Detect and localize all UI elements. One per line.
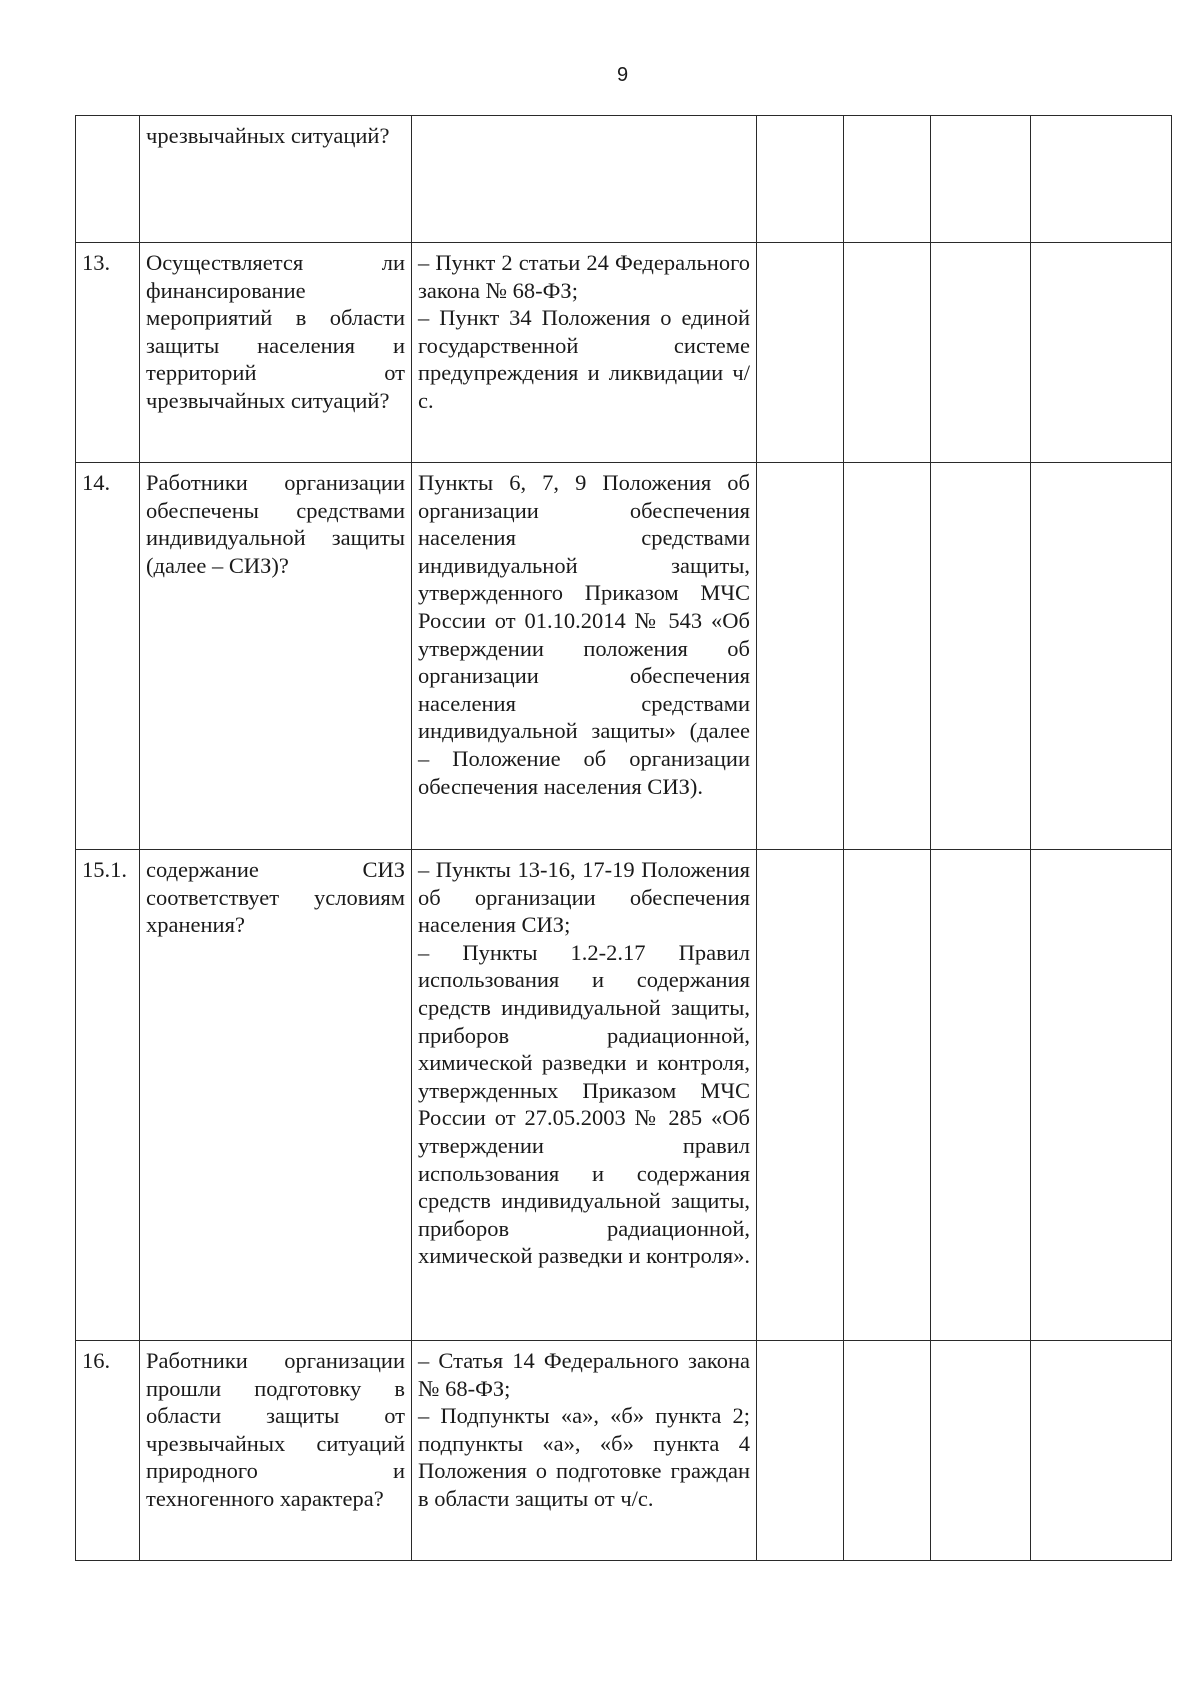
note-cell (1031, 1341, 1172, 1561)
answer-na-cell (931, 116, 1031, 243)
row-number: 15.1. (76, 850, 140, 1341)
reference-line: – Пункты 13-16, 17-19 Положения об организации обеспечения населения СИЗ; (418, 857, 750, 938)
answer-no-cell (844, 850, 931, 1341)
reference-line: – Подпункты «а», «б» пункта 2; подпункты «а», «б» пункта 4 Положения о подготовке граждан в области защиты от ч/с. (418, 1403, 750, 1511)
answer-na-cell (931, 1341, 1031, 1561)
note-cell (1031, 116, 1172, 243)
note-cell (1031, 850, 1172, 1341)
answer-no-cell (844, 116, 931, 243)
table-row (76, 850, 1172, 1341)
question-cell: Работники организации прошли подготовку в области защиты от чрезвычайных ситуаций природного и техногенного характера? (140, 1341, 412, 1561)
row-number: 14. (76, 463, 140, 850)
question-cell: Работники организации обеспечены средствами индивидуальной защиты (далее – СИЗ)? (140, 463, 412, 850)
checklist-table (75, 115, 1172, 1561)
answer-na-cell (931, 243, 1031, 463)
table-row (76, 1341, 1172, 1561)
row-number (76, 116, 140, 243)
answer-na-cell (931, 850, 1031, 1341)
answer-no-cell (844, 243, 931, 463)
answer-yes-cell (757, 243, 844, 463)
page-number: 9 (616, 64, 629, 86)
reference-line: Пункты 6, 7, 9 Положения об организации обеспечения населения средствами индивидуальной защиты, утвержденного Приказом МЧС России от 01.10.2014 № 543 «Об утверждении положения об организации обеспечения населения средствами индивидуальной защиты» (далее – Положение об организации обеспечения населения СИЗ). (418, 470, 750, 799)
table-row (76, 243, 1172, 463)
reference-cell (412, 243, 757, 463)
answer-yes-cell (757, 850, 844, 1341)
reference-line: – Пункт 2 статьи 24 Федерального закона № 68-ФЗ; (418, 250, 750, 303)
answer-no-cell (844, 1341, 931, 1561)
reference-cell (412, 1341, 757, 1561)
table-row (76, 116, 1172, 243)
reference-line: – Статья 14 Федерального закона № 68-ФЗ; (418, 1348, 750, 1401)
question-cell: содержание СИЗ соответствует условиям хранения? (140, 850, 412, 1341)
reference-line: – Пункты 1.2-2.17 Правил использования и содержания средств индивидуальной защиты, приборов радиационной, химической разведки и контроля, утвержденных Приказом МЧС России от 27.05.2003 № 285 «Об утверждении правил использования и содержания средств индивидуальной защиты, приборов радиационной, химической разведки и контроля». (418, 939, 750, 1269)
answer-yes-cell (757, 463, 844, 850)
answer-yes-cell (757, 116, 844, 243)
answer-na-cell (931, 463, 1031, 850)
row-number: 16. (76, 1341, 140, 1561)
question-cell: чрезвычайных ситуаций? (140, 116, 412, 243)
reference-cell (412, 116, 757, 243)
answer-no-cell (844, 463, 931, 850)
reference-line: – Пункт 34 Положения о единой государственной системе предупреждения и ликвидации ч/с. (418, 305, 750, 413)
row-number: 13. (76, 243, 140, 463)
reference-cell (412, 463, 757, 850)
answer-yes-cell (757, 1341, 844, 1561)
note-cell (1031, 463, 1172, 850)
note-cell (1031, 243, 1172, 463)
question-cell: Осуществляется ли финансирование мероприятий в области защиты населения и территорий от чрезвычайных ситуаций? (140, 243, 412, 463)
table-row (76, 463, 1172, 850)
reference-cell (412, 850, 757, 1341)
